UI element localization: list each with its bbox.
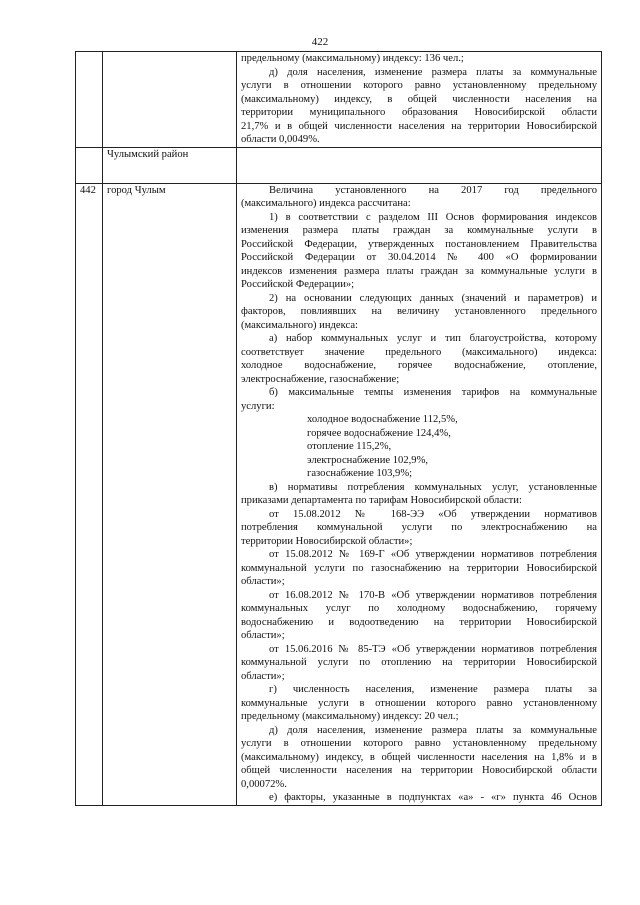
index-justification-table [75, 51, 602, 806]
text-line: от 15.08.2012 № 168-ЭЭ «Об утверждении нормативов [269, 508, 597, 520]
text-line: 1) в соответствии с разделом III Основ формирования индексов [269, 211, 597, 223]
justification-cell [237, 183, 602, 805]
text-line: в) нормативы потребления коммунальных услуг, установленные [269, 481, 597, 493]
text-line: области»; [241, 576, 285, 587]
table-body [76, 52, 602, 806]
text-line: 0,00072%. [241, 778, 287, 790]
text-line: факторов, повлиявших на величину установленного предельного [241, 306, 597, 317]
page-number: 422 [311, 36, 329, 48]
text-line: территории Новосибирской области»; [241, 535, 413, 547]
text-line: индексов изменения размера платы граждан за коммунальные услуги в [241, 265, 597, 277]
municipality-name: Чулымский район [107, 148, 189, 160]
text-line: водоснабжению и водоотведению на территории Новосибирской [241, 616, 597, 628]
text-line: Российской Федерации, утвержденных постановлением Правительства [241, 238, 597, 250]
text-line: потребления коммунальной услуги по электроснабжению на [241, 522, 597, 533]
text-line: д) доля населения, изменение размера платы за коммунальные [269, 66, 597, 78]
text-line: горячее водоснабжение 124,4%, [307, 427, 451, 439]
justification-cell [237, 52, 602, 148]
text-line: коммунальные услуги в отношении которого равно установленному [241, 697, 597, 709]
municipality-cell [103, 52, 237, 148]
text-line: от 15.08.2012 № 169-Г «Об утверждении нормативов потребления [269, 549, 597, 560]
text-line: Российской Федерации от 30.04.2014 № 400 «О формировании [241, 252, 597, 263]
text-line: коммунальной услуги по отоплению на территории Новосибирской [241, 657, 597, 668]
text-line: услуги: [241, 400, 275, 412]
municipality-cell [103, 183, 237, 805]
text-line: коммунальной услуги по газоснабжению на территории Новосибирской [241, 562, 597, 574]
text-line: от 15.06.2016 № 85-ТЭ «Об утверждении нормативов потребления [269, 643, 597, 655]
text-line: области 0,0049%. [241, 134, 320, 145]
text-line: общей численности населения на территории Новосибирской области [241, 765, 597, 776]
municipality-cell [103, 147, 237, 183]
justification-cell [237, 147, 602, 183]
table-row [76, 183, 602, 805]
text-line: коммунальных услуг по холодному водоснабжению, горячему [241, 603, 597, 614]
text-line: д) доля населения, изменение размера платы за коммунальные [269, 724, 597, 736]
text-line: услуги в отношении которого равно установленному предельному [241, 80, 597, 91]
text-line: (максимального) индекса: [241, 319, 358, 331]
text-line: 21,7% и в общей численности населения на территории Новосибирской [241, 120, 597, 132]
text-line: холодное водоснабжение 112,5%, [307, 414, 458, 425]
text-line: 2) на основании следующих данных (значений и параметров) и [269, 292, 597, 304]
text-line: области»; [241, 630, 285, 641]
text-line: Величина установленного на 2017 год предельного [269, 184, 597, 196]
text-line: изменения размера платы граждан за коммунальные услуги в [241, 225, 597, 236]
row-number: 442 [80, 184, 96, 196]
text-line: (максимальному) индексу, в общей численности населения на 1,8% и в [241, 751, 597, 763]
text-line: соответствует значение предельного (максимального) индекса: [241, 346, 597, 358]
text-line: газоснабжение 103,9%; [307, 468, 413, 479]
text-line: приказами департамента по тарифам Новосибирской области: [241, 495, 522, 506]
text-line: электроснабжение, газоснабжение; [241, 373, 400, 385]
text-line: холодное водоснабжение, горячее водоснабжение, отопление, [241, 360, 597, 371]
text-line: г) численность населения, изменение размера платы за [269, 684, 597, 695]
text-line: услуги в отношении которого равно установленному предельному [241, 738, 597, 749]
text-line: предельному (максимальному) индексу: 20 чел.; [241, 711, 459, 722]
municipality-name: город Чулым [107, 184, 166, 196]
row-number-cell [76, 52, 103, 148]
text-line: отопление 115,2%, [307, 441, 392, 452]
table-row [76, 52, 602, 148]
row-number-cell [76, 147, 103, 183]
text-line: предельному (максимальному) индексу: 136 чел.; [241, 53, 464, 64]
text-line: Российской Федерации»; [241, 279, 355, 290]
text-line: территории муниципального образования Новосибирской области [241, 107, 597, 118]
table-row [76, 147, 602, 183]
text-line: б) максимальные темпы изменения тарифов на коммунальные [269, 387, 597, 398]
row-number-cell [76, 183, 103, 805]
text-line: (максимальному) индексу, в общей численности населения на [241, 93, 597, 105]
text-line: а) набор коммунальных услуг и тип благоустройства, которому [269, 333, 597, 344]
text-line: е) факторы, указанные в подпунктах «а» - «г» пункта 46 Основ [269, 792, 597, 803]
text-line: (максимального) индекса рассчитана: [241, 198, 411, 209]
text-line: электроснабжение 102,9%, [307, 454, 429, 466]
text-line: области»; [241, 670, 285, 682]
text-line: от 16.08.2012 № 170-В «Об утверждении нормативов потребления [269, 589, 597, 601]
